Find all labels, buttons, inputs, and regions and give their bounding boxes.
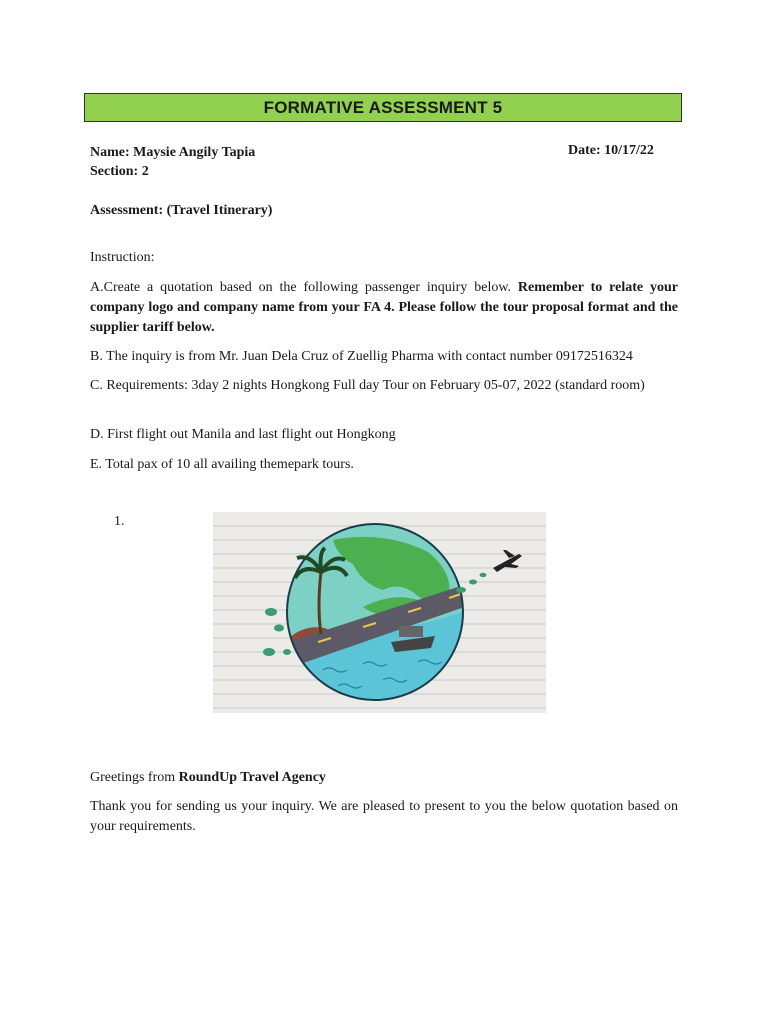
instruction-label: Instruction: <box>90 250 155 265</box>
title-text: FORMATIVE ASSESSMENT 5 <box>263 97 503 117</box>
greeting-line <box>90 768 326 788</box>
thanks-paragraph: Thank you for sending us your inquiry. We are pleased to present to you the below quotation based on your requirements. <box>90 799 678 834</box>
greeting-prefix: Greetings from <box>90 770 179 785</box>
agency-name: RoundUp Travel Agency <box>178 770 326 785</box>
list-number: 1. <box>114 514 125 529</box>
student-name: Name: Maysie Angily Tapia <box>90 145 256 160</box>
page-title <box>84 93 682 122</box>
instruction-item-b: B. The inquiry is from Mr. Juan Dela Cruz of Zuellig Pharma with contact number 09172516324 <box>90 349 633 364</box>
instruction-item-c: C. Requirements: 3day 2 nights Hongkong Full day Tour on February 05-07, 2022 (standard room) <box>90 378 645 393</box>
student-section: Section: 2 <box>90 164 149 179</box>
item-a-text: A.Create a quotation based on the following passenger inquiry below. <box>90 280 518 295</box>
instruction-item-e: E. Total pax of 10 all availing themepark tours. <box>90 457 354 472</box>
instruction-item-a <box>90 278 678 338</box>
assessment-date: Date: 10/17/22 <box>568 143 654 158</box>
item-a-bold-text: Remember to relate your company logo and company name from your FA 4. Please follow the tour proposal format and the supplier tariff below. <box>90 280 678 335</box>
instruction-item-d: D. First flight out Manila and last flight out Hongkong <box>90 427 396 442</box>
globe-logo-drawing <box>213 512 546 713</box>
assessment-heading: Assessment: (Travel Itinerary) <box>90 203 273 218</box>
company-logo-photo <box>213 512 546 713</box>
airplane-icon <box>493 550 522 572</box>
